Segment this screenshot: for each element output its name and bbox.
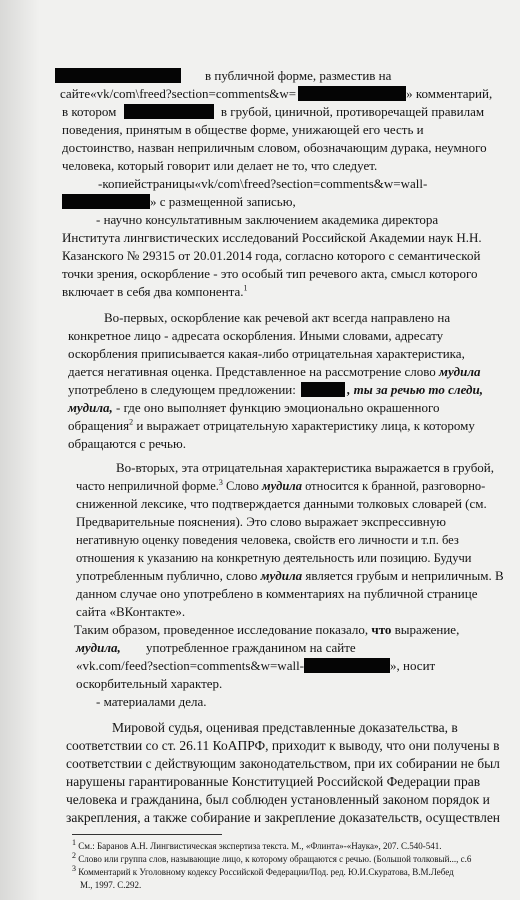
text-span: мудила, bbox=[76, 640, 121, 655]
text-line: соответствии с действующим законодательством, при их собирании не был bbox=[66, 756, 500, 771]
text-line: нарушены гарантированные Конституцией Российской Федерации прав bbox=[66, 774, 481, 789]
text-span: дается негативная оценка. Представленное на рассмотрение слово bbox=[68, 364, 436, 379]
text-span: употребленным публично, слово bbox=[76, 568, 261, 583]
text-line: человека, который говорит или делает не то, что следует. bbox=[62, 158, 378, 173]
text-span: «vk.com/feed?section=comments&w=wall- bbox=[76, 658, 305, 673]
text-line bbox=[76, 568, 504, 584]
footnote-mark: 2 bbox=[129, 417, 134, 427]
footnote-mark: 2 bbox=[72, 851, 76, 860]
text-line: закрепления, а также собирание и закрепление доказательств, осуществлен bbox=[66, 810, 501, 825]
text-line: оскорбления приписывается какая-либо отрицательная характеристика, bbox=[68, 346, 465, 361]
text-line: обращаются с речью. bbox=[68, 436, 186, 451]
redaction-block bbox=[298, 86, 406, 101]
text-span: что bbox=[371, 622, 392, 637]
text-line bbox=[74, 622, 459, 638]
redaction-block bbox=[55, 68, 181, 83]
text-span: употребленное гражданином на сайте bbox=[146, 640, 356, 655]
text-span: мудила, bbox=[68, 400, 113, 415]
footnote-mark: 1 bbox=[243, 283, 248, 293]
text-line: Мировой судья, оценивая представленные доказательства, в bbox=[112, 720, 458, 735]
text-span: в грубой, циничной, противоречащей правилам bbox=[220, 104, 485, 119]
text-span: См.: Баранов А.Н. Лингвистическая экспертиза текста. М., «Флинта»-«Наука», 207. С.540-541. bbox=[78, 841, 442, 851]
footnote-mark: 3 bbox=[218, 477, 223, 487]
text-span: », носит bbox=[390, 658, 436, 673]
text-span: выражение, bbox=[391, 622, 460, 637]
text-span: Слово bbox=[222, 479, 263, 493]
text-span: Комментарий к Уголовному кодексу Российской Федерации/Под. ред. Ю.И.Скуратова, В.М.Лебед bbox=[78, 867, 454, 877]
text-line: Института лингвистических исследований Российской Академии наук Н.Н. bbox=[62, 230, 482, 245]
footnote bbox=[72, 853, 471, 865]
text-line bbox=[62, 194, 296, 210]
text-span: Таким образом, проведенное исследование показало, bbox=[74, 622, 372, 637]
text-line: Предварительные пояснения). Это слово выражает экспрессивную bbox=[76, 514, 446, 529]
text-span: в публичной форме, разместив на bbox=[205, 68, 392, 83]
text-line: Во-вторых, эта отрицательная характеристика выражается в грубой, bbox=[116, 460, 495, 475]
text-line: сайта «ВКонтакте». bbox=[76, 604, 186, 619]
text-span: » с размещенной записью, bbox=[150, 194, 296, 209]
text-line bbox=[68, 400, 440, 416]
redaction-block bbox=[301, 382, 345, 397]
text-line bbox=[60, 86, 492, 102]
text-line: негативную оценку поведения человека, свойств его личности и т.п. без bbox=[76, 533, 459, 547]
redaction-block bbox=[304, 658, 390, 673]
text-line: - научно консультативным заключением академика директора bbox=[96, 212, 439, 227]
text-span: , ты за речью то следи, bbox=[347, 382, 483, 397]
text-line: данном случае оно употреблено в комментариях на публичной странице bbox=[76, 586, 478, 601]
text-line bbox=[62, 284, 248, 300]
text-span: является грубым и неприличным. В bbox=[302, 568, 504, 583]
text-span: часто неприличной форме. bbox=[76, 479, 219, 493]
text-line bbox=[76, 658, 435, 674]
text-line bbox=[62, 104, 484, 120]
text-span: М., 1997. С.292. bbox=[80, 880, 142, 890]
text-span: мудила bbox=[260, 568, 303, 583]
text-line bbox=[76, 640, 356, 656]
text-span: » комментарий, bbox=[406, 86, 493, 101]
text-span: мудила bbox=[262, 479, 302, 493]
text-span: и выражает отрицательную характеристику лица, к которому bbox=[133, 418, 475, 433]
scan-shadow bbox=[0, 0, 40, 900]
text-span: включает в себя два компонента. bbox=[62, 284, 244, 299]
text-line: оскорбительный характер. bbox=[76, 676, 223, 691]
text-span: употреблено в следующем предложении: bbox=[68, 382, 296, 397]
text-line: конкретное лицо - адресата оскорбления. Иными словами, адресату bbox=[68, 328, 444, 343]
text-line bbox=[68, 382, 483, 398]
text-line: -копиейстраницы«vk/com\freed?section=comments&w=wall- bbox=[98, 176, 428, 191]
redaction-block bbox=[62, 194, 150, 209]
text-line: Во-первых, оскорбление как речевой акт всегда направлено на bbox=[104, 310, 451, 325]
text-line bbox=[55, 68, 510, 84]
text-line: поведения, принятым в обществе форме, унижающей его честь и bbox=[62, 122, 424, 137]
redaction-block bbox=[124, 104, 214, 119]
text-span: в котором bbox=[62, 104, 117, 119]
text-span: обращения bbox=[68, 418, 130, 433]
text-span: сайте«vk/com\freed?section=comments&w= bbox=[60, 86, 297, 101]
footnote-mark: 3 bbox=[72, 864, 76, 873]
footnote bbox=[80, 879, 141, 891]
text-span: Слово или группа слов, называющие лицо, к которому обращаются с речью. (Большой толковый..., с.6 bbox=[78, 854, 472, 864]
text-span: относится к бранной, разговорно- bbox=[301, 479, 486, 493]
text-line: точки зрения, оскорбление - это особый тип речевого акта, смысл которого bbox=[62, 266, 478, 281]
text-span: - где оно выполняет функцию эмоционально окрашенного bbox=[116, 400, 440, 415]
text-line: отношения к указанию на конкретную деятельность или позицию. Будучи bbox=[76, 551, 472, 565]
footnote bbox=[72, 840, 441, 852]
text-line bbox=[76, 478, 485, 494]
text-line: человека и гражданина, был соблюден установленный законом порядок и bbox=[66, 792, 490, 807]
text-line: Казанского № 29315 от 20.01.2014 года, согласно которого с семантической bbox=[62, 248, 481, 263]
footnote-rule bbox=[72, 834, 222, 835]
footnote-mark: 1 bbox=[72, 838, 76, 847]
footnote bbox=[72, 866, 454, 878]
text-line: сниженной лексике, что подтверждается данными толковых словарей (см. bbox=[76, 496, 487, 511]
text-line: соответствии со ст. 26.11 КоАПРФ, приходит к выводу, что они получены в bbox=[66, 738, 500, 753]
text-line bbox=[68, 418, 475, 434]
text-line bbox=[68, 364, 481, 380]
text-span: мудила bbox=[439, 364, 481, 379]
text-line: - материалами дела. bbox=[96, 694, 207, 709]
text-line: достоинство, назван неприличным словом, обозначающим дурака, неумного bbox=[62, 140, 487, 155]
